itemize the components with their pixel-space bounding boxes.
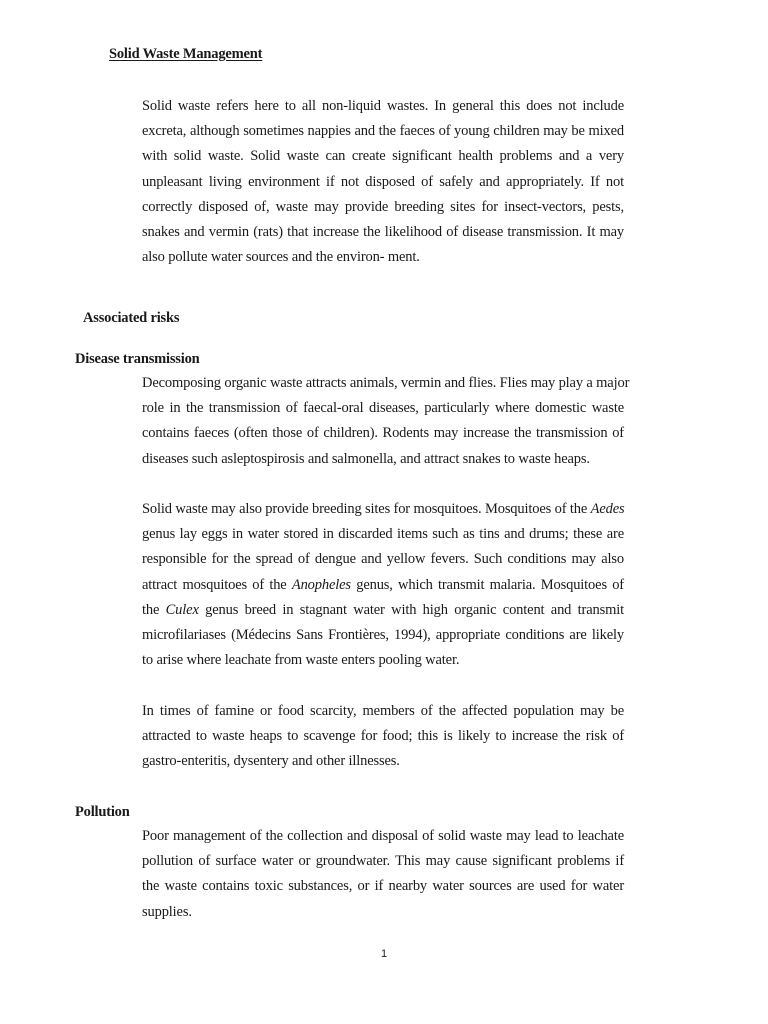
page-number: 1 (380, 948, 388, 960)
intro-line: unpleasant living environment if not disposed of safely and appropriately. If not (142, 173, 624, 190)
italic-genus-aedes: Aedes (590, 501, 625, 517)
text-run: the (142, 601, 160, 618)
intro-line: Solid waste refers here to all non-liquid wastes. In general this does not include (142, 98, 624, 114)
paragraph-line: gastro-enteritis, dysentery and other illnesses. (142, 753, 400, 770)
disease-transmission-heading: Disease transmission (75, 351, 200, 367)
intro-line: excreta, although sometimes nappies and the faeces of young children may be mixed (142, 123, 624, 140)
text-run: Solid waste may also provide breeding sites for mosquitoes. Mosquitoes of the (142, 501, 588, 517)
disease-paragraph-2 (142, 497, 624, 673)
pollution-heading: Pollution (75, 804, 130, 820)
paragraph-line: diseases such asleptospirosis and salmonella, and attract snakes to waste heaps. (142, 450, 590, 467)
paragraph-line: supplies. (142, 903, 192, 920)
intro-line: snakes and vermin (rats) that increase the likelihood of disease transmission. It may (142, 223, 624, 240)
paragraph-line: the waste contains toxic substances, or if nearby water sources are used for water (142, 878, 624, 895)
paragraph-line: Poor management of the collection and disposal of solid waste may lead to leachate (142, 828, 624, 844)
paragraph-line: responsible for the spread of dengue and yellow fevers. Such conditions may also (142, 551, 624, 568)
document-title: Solid Waste Management (109, 46, 263, 62)
intro-paragraph (142, 94, 624, 270)
paragraph-line: Decomposing organic waste attracts animals, vermin and flies. Flies may play a major (142, 375, 630, 391)
text-run: genus, which transmit malaria. Mosquitoes of (356, 576, 624, 593)
intro-line: correctly disposed of, waste may provide breeding sites for insect-vectors, pests, (142, 198, 624, 215)
intro-line: also pollute water sources and the environ- ment. (142, 249, 420, 266)
paragraph-line: attracted to waste heaps to scavenge for food; this is likely to increase the risk of (142, 728, 624, 745)
paragraph-line: to arise where leachate from waste enters pooling water. (142, 652, 460, 669)
text-run: attract mosquitoes of the (142, 576, 287, 593)
text-run: genus breed in stagnant water with high organic content and transmit (205, 601, 624, 618)
paragraph-line: genus lay eggs in water stored in discarded items such as tins and drums; these are (142, 526, 624, 543)
associated-risks-heading: Associated risks (83, 310, 180, 326)
paragraph-line: microfilariases (Médecins Sans Frontières, 1994), appropriate conditions are likely (142, 626, 624, 643)
italic-genus-anopheles: Anopheles (291, 576, 351, 593)
paragraph-line: role in the transmission of faecal-oral diseases, particularly where domestic waste (142, 400, 624, 417)
disease-paragraph-1 (142, 371, 630, 472)
paragraph-line (142, 497, 624, 522)
paragraph-line: pollution of surface water or groundwater. This may cause significant problems if (142, 853, 624, 870)
disease-paragraph-3 (142, 699, 624, 775)
italic-genus-culex: Culex (165, 601, 199, 618)
paragraph-line (142, 573, 624, 598)
paragraph-line: In times of famine or food scarcity, members of the affected population may be (142, 703, 624, 719)
paragraph-line (142, 598, 624, 623)
paragraph-line: contains faeces (often those of children). Rodents may increase the transmission of (142, 425, 624, 442)
pollution-paragraph (142, 824, 624, 925)
intro-line: with solid waste. Solid waste can create significant health problems and a very (142, 148, 624, 165)
